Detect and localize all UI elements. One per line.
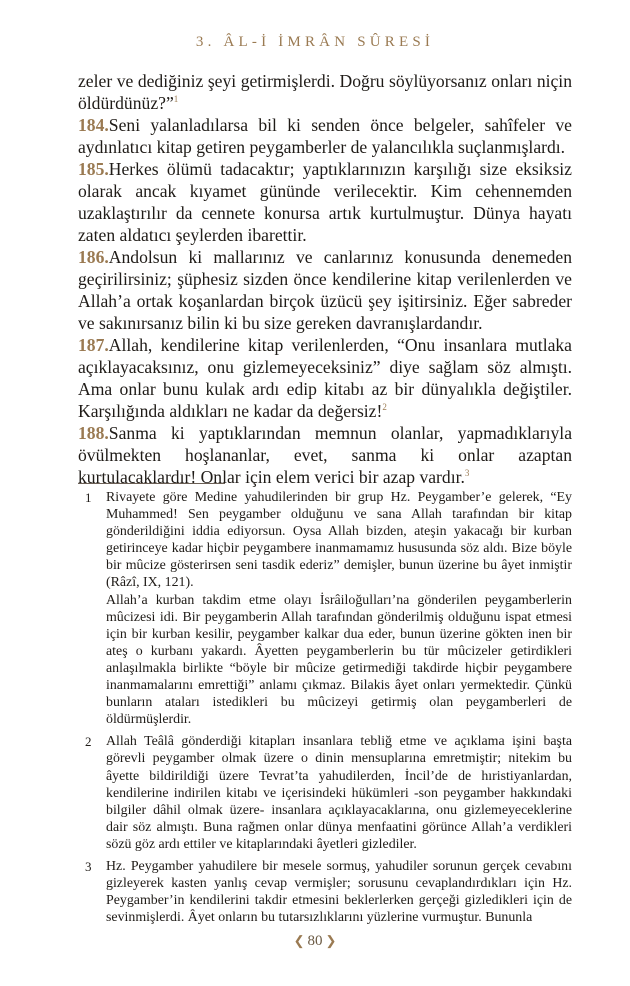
main-text bbox=[78, 70, 572, 488]
ornament-right-icon: ❯ bbox=[325, 933, 337, 948]
verse-text: Allah, kendilerine kitap verilenlerden, “Onu insanlara mutlaka açıklayacaksınız, onu gizlemeyeceksiniz” diye sağlam söz almıştı. Ama onlar bunu kulak ardı edip kitabı az bir dünyalıkla değiştiler. Karşılığında aldıkları ne kadar da değersiz! bbox=[78, 335, 572, 421]
footnote-paragraph: Allah Teâlâ gönderdiği kitapları insanlara tebliğ etme ve açıklama işini başta görevli peygamber olmak üzere o dinin mensuplarına emretmiştir; nitekim bu âyette bildirildiği üzere Tevrat’ta yahudilerden, İncil’de de hıristiyanlardan, kendilerine indirilen kitabı ve içerisindeki hükümleri -son peygamber hakkındaki bilgiler dâhil olmak üzere- insanlara açıklayacaklarına, onu gizlemeyeceklerine dair söz almıştı. Buna rağmen onlar dünya menfaatini görünce Allah’a verdikleri sözü göz ardı ettiler ve kitaplarındaki âyetleri gizlediler. bbox=[106, 734, 572, 852]
verse-188 bbox=[78, 422, 572, 488]
footnotes bbox=[78, 489, 572, 926]
verse-187 bbox=[78, 334, 572, 422]
footnote-paragraph: Allah’a kurban takdim etme olayı İsrâiloğulları’na gönderilen peygamberlerin mûcizesi idi. Bir peygamberin Allah tarafından gönderilmiş olduğunu ispat etmesi için bir kurban kesilir, peygamber kalkar dua eder, bunun üzerine gökten inen bir ateş o kurbanı yakardı. Âyetten peygamberlerin bu tür mûcizeler getirdikleri anlaşılmakla birlikte “böyle bir mûcize getirmediği takdirde hiçbir peygambere inanmamalarını emrettiği” anlamı çıkmaz. Bilakis âyet onları yermektedir. Çünkü bunların ataları istedikleri bu mûcizeyi getirmiş olan peygamberleri de öldürmüşlerdir. bbox=[106, 592, 572, 728]
verse-185 bbox=[78, 158, 572, 246]
footnote-number: 2 bbox=[85, 734, 92, 750]
verse-text: Sanma ki yaptıklarından memnun olanlar, yapmadıklarıyla övülmekten hoşlananlar, evet, sanma ki onlar azaptan kurtulacaklardır! Onlar için elem verici bir azap vardır. bbox=[78, 423, 572, 487]
footnote-number: 1 bbox=[85, 490, 92, 505]
footnote-paragraph: Rivayete göre Medine yahudilerinden bir grup Hz. Peygamber’e gelerek, “Ey Muhammed! Sen peygamber olduğunu ve sana Allah tarafından bir kitap gönderildiğini iddia ediyorsun. Oysa Allah bizden, ateşin yakacağı bir kurban getirinceye kadar hiçbir peygambere inanmamamız hususunda söz aldı. Bize böyle bir mûcize gösterirsen seni tasdik ederiz” demişler, bunun üzerine bu âyet inmiştir (Râzî, IX, 121). bbox=[106, 490, 572, 591]
footnote-2 bbox=[78, 733, 572, 853]
running-title: 3. ÂL-İ İMRÂN SÛRESİ bbox=[195, 34, 435, 50]
verse-number: 188. bbox=[78, 423, 109, 443]
verse-text: Herkes ölümü tadacaktır; yaptıklarınızın karşılığı size eksiksiz olarak ancak kıyamet gününde verilecektir. Kim cehennemden uzaklaştırılır da cennete konursa artık kurtulmuştur. Dünya hayatı zaten aldatıcı şeylerden ibarettir. bbox=[78, 159, 572, 245]
intro-paragraph bbox=[78, 70, 572, 114]
intro-text: zeler ve dediğiniz şeyi getirmişlerdi. Doğru söylüyorsanız onları niçin öldürdünüz?” bbox=[78, 71, 572, 113]
verse-186 bbox=[78, 246, 572, 334]
verse-number: 185. bbox=[78, 159, 109, 179]
footnote-ref-2[interactable]: 2 bbox=[382, 402, 387, 413]
verse-text: Andolsun ki mallarınız ve canlarınız konusunda denemeden geçirilirsiniz; şüphesiz sizden önce kendilerine kitap verilenlerden ve Allah’a ortak koşanlardan birçok üzücü şey işitirsiniz. Eğer sabreder ve sakınırsanız bilin ki bu size gereken davranışlardandır. bbox=[78, 247, 572, 333]
footnote-3 bbox=[78, 858, 572, 926]
footnote-number: 3 bbox=[85, 858, 92, 874]
verse-number: 186. bbox=[78, 247, 109, 267]
footnote-ref-1[interactable]: 1 bbox=[173, 94, 179, 105]
verse-text: Seni yalanladılarsa bil ki senden önce belgeler, sahîfeler ve aydınlatıcı kitap getiren peygamberler de yalancılıkla suçlanmışlardı. bbox=[78, 115, 572, 157]
footnote-divider bbox=[78, 483, 225, 484]
verse-184 bbox=[78, 114, 572, 158]
verse-number: 184. bbox=[78, 115, 109, 135]
footnote-1 bbox=[78, 489, 572, 728]
verse-number: 187. bbox=[78, 335, 109, 355]
footnote-ref-3[interactable]: 3 bbox=[464, 468, 470, 479]
page-number: 80 bbox=[307, 933, 323, 949]
page-footer bbox=[0, 933, 630, 950]
ornament-left-icon: ❮ bbox=[293, 933, 305, 948]
footnote-paragraph: Hz. Peygamber yahudilere bir mesele sormuş, yahudiler sorunun gerçek cevabını gizleyerek kasten yanlış cevap vermişler; sorusunu cevaplandırdıkları için Hz. Peygamber’in kendilerini takdir etmesini beklerlerken gerçeği gizledikleri için de sevinmişlerdi. Âyet onların bu tutarsızlıklarını yüzlerine vurmuştur. Bununla bbox=[106, 858, 572, 926]
